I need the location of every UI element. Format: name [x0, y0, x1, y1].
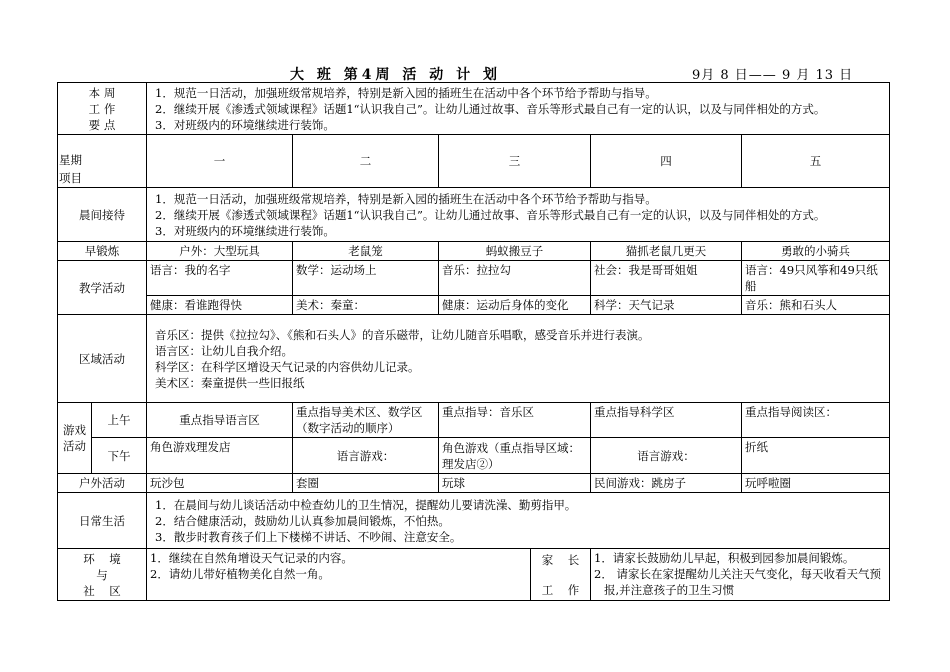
game-pm-label: 下午 [92, 438, 147, 474]
teaching-1-friday: 语言：49只风筝和49只纸船 [742, 261, 890, 296]
game-pm-friday: 折纸 [742, 438, 890, 474]
teaching-2-thursday: 科学：天气记录 [591, 296, 742, 315]
weekly-work-content: 1．规范一日活动，加强班级常规培养，特别是新入园的插班生在活动中各个环节给予帮助与指导。 2．继续开展《渗透式领域课程》话题1“认识我自己”。让幼儿通过故事、音乐等形式最自己有一定的认识，以及与同伴相处的方式。 3．对班级内的环境继续进行装饰。 [147, 83, 890, 135]
teaching-label: 教学活动 [58, 261, 147, 315]
game-pm-tuesday: 语言游戏： [293, 438, 439, 474]
daily-content: 1．在晨间与幼儿谈话活动中检查幼儿的卫生情况，提醒幼儿要请洗澡、勤剪指甲。 2．结合健康活动，鼓励幼儿认真参加晨间锻炼，不怕热。 3．散步时教育孩子们上下楼梯不讲话、不吵闹、注意安全。 [147, 493, 890, 549]
teaching-2-wednesday: 健康：运动后身体的变化 [439, 296, 591, 315]
daily-row [58, 493, 890, 549]
day-wednesday: 三 [439, 135, 591, 188]
exercise-wednesday: 蚂蚁搬豆子 [439, 242, 591, 261]
environment-content: 1．继续在自然角增设天气记录的内容。 2．请幼儿带好植物美化自然一角。 [147, 549, 531, 601]
teaching-2-tuesday: 美术：秦童： [293, 296, 439, 315]
teaching-row-2 [58, 296, 890, 315]
game-am-tuesday: 重点指导美术区、数学区（数字活动的顺序） [293, 403, 439, 438]
area-row [58, 315, 890, 403]
teaching-row-1 [58, 261, 890, 296]
parents-label: 家 长 工 作 [531, 549, 591, 601]
environment-parents-row [58, 549, 890, 601]
teaching-2-monday: 健康：看谁跑得快 [147, 296, 293, 315]
weekly-work-label: 本 周 工 作 要 点 [58, 83, 147, 135]
day-monday: 一 [147, 135, 293, 188]
weekly-plan-table [57, 82, 890, 601]
page-title: 大 班 第4周 活 动 计 划 [290, 67, 501, 83]
day-friday: 五 [742, 135, 890, 188]
morning-row [58, 188, 890, 242]
outdoor-thursday: 民间游戏：跳房子 [591, 474, 742, 493]
game-pm-monday: 角色游戏理发店 [147, 438, 293, 474]
outdoor-monday: 玩沙包 [147, 474, 293, 493]
morning-content: 1．规范一日活动，加强班级常规培养，特别是新入园的插班生在活动中各个环节给予帮助与指导。 2．继续开展《渗透式领域课程》话题1“认识我自己”。让幼儿通过故事、音乐等形式最自己有一定的认识，以及与同伴相处的方式。 3．对班级内的环境继续进行装饰。 [147, 188, 890, 242]
game-am-wednesday: 重点指导：音乐区 [439, 403, 591, 438]
day-thursday: 四 [591, 135, 742, 188]
game-pm-thursday: 语言游戏： [591, 438, 742, 474]
game-label: 游戏 活动 [58, 403, 92, 474]
outdoor-wednesday: 玩球 [439, 474, 591, 493]
teaching-2-friday: 音乐：熊和石头人 [742, 296, 890, 315]
header-corner: 星期 项目 [58, 135, 147, 188]
outdoor-tuesday: 套圈 [293, 474, 439, 493]
teaching-1-monday: 语言：我的名字 [147, 261, 293, 296]
game-am-monday: 重点指导语言区 [147, 403, 293, 438]
game-am-label: 上午 [92, 403, 147, 438]
area-content: 音乐区：提供《拉拉勾》、《熊和石头人》的音乐磁带，让幼儿随音乐唱歌，感受音乐并进行表演。 语言区：让幼儿自我介绍。 科学区：在科学区增设天气记录的内容供幼儿记录。 美术区：秦童提供一些旧报纸 [147, 315, 890, 403]
teaching-1-tuesday: 数学：运动场上 [293, 261, 439, 296]
exercise-row [58, 242, 890, 261]
teaching-1-wednesday: 音乐：拉拉勾 [439, 261, 591, 296]
outdoor-friday: 玩呼啦圈 [742, 474, 890, 493]
exercise-friday: 勇敢的小骑兵 [742, 242, 890, 261]
outdoor-label: 户外活动 [58, 474, 147, 493]
daily-label: 日常生活 [58, 493, 147, 549]
exercise-label: 早锻炼 [58, 242, 147, 261]
game-am-friday: 重点指导阅读区： [742, 403, 890, 438]
header-row [58, 135, 890, 188]
game-am-thursday: 重点指导科学区 [591, 403, 742, 438]
environment-label: 环 境 与 社 区 [58, 549, 147, 601]
date-range: 9月 8 日—— 9 月 13 日 [692, 68, 854, 83]
parents-content: 1．请家长鼓励幼儿早起，积极到园参加晨间锻炼。 2． 请家长在家提醒幼儿关注天气变化，每天收看天气预报,并注意孩子的卫生习惯 [591, 549, 890, 601]
exercise-tuesday: 老鼠笼 [293, 242, 439, 261]
weekly-work-row [58, 83, 890, 135]
area-label: 区域活动 [58, 315, 147, 403]
game-am-row [58, 403, 890, 438]
day-tuesday: 二 [293, 135, 439, 188]
outdoor-row [58, 474, 890, 493]
exercise-thursday: 猫抓老鼠几更天 [591, 242, 742, 261]
morning-label: 晨间接待 [58, 188, 147, 242]
exercise-monday: 户外：大型玩具 [147, 242, 293, 261]
game-pm-wednesday: 角色游戏（重点指导区域：理发店②） [439, 438, 591, 474]
game-pm-row [58, 438, 890, 474]
teaching-1-thursday: 社会：我是哥哥姐姐 [591, 261, 742, 296]
